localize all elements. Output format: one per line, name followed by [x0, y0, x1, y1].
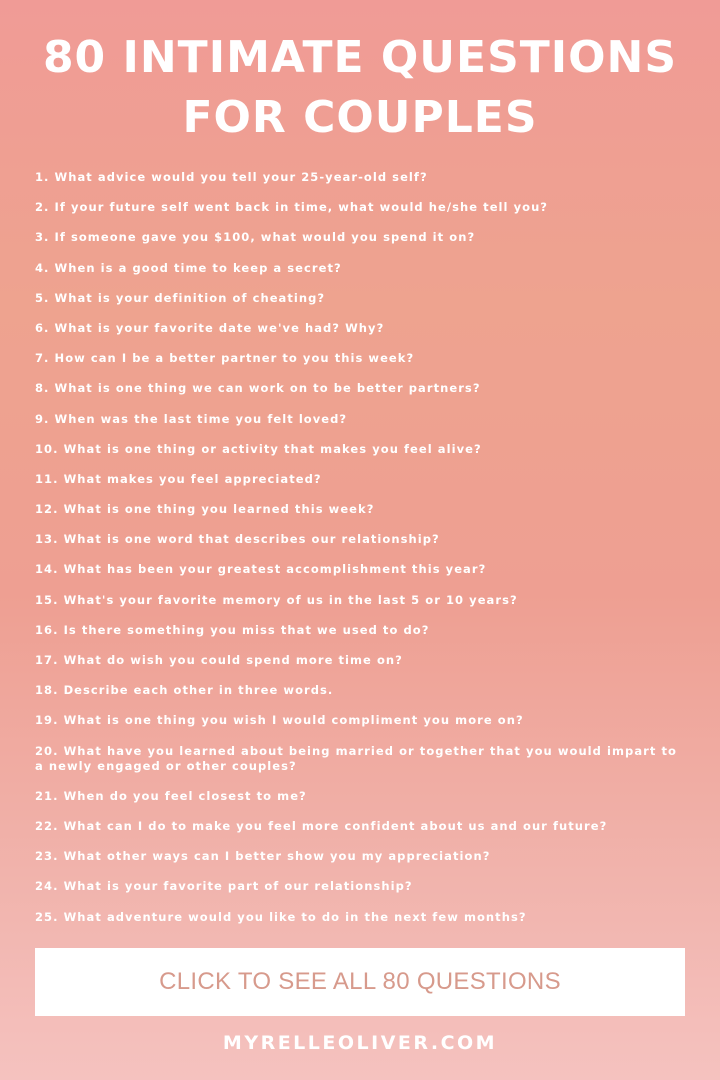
list-item: 7. How can I be a better partner to you this week?: [35, 351, 415, 366]
list-item: 15. What's your favorite memory of us in the last 5 or 10 years?: [35, 592, 518, 607]
list-item: 9. When was the last time you felt loved?: [35, 411, 348, 426]
list-item: 12. What is one thing you learned this week?: [35, 502, 375, 517]
title-line-1: 80 INTIMATE QUESTIONS: [42, 32, 678, 83]
list-item: 23. What other ways can I better show you my appreciation?: [35, 849, 491, 864]
list-item: 4. When is a good time to keep a secret?: [35, 260, 342, 275]
list-item: 6. What is your favorite date we've had? Why?: [35, 320, 385, 335]
list-item: 14. What has been your greatest accomplishment this year?: [35, 562, 487, 577]
see-all-questions-label: CLICK TO SEE ALL 80 QUESTIONS: [159, 968, 561, 995]
list-item: 3. If someone gave you $100, what would you spend it on?: [35, 230, 476, 245]
list-item: 10. What is one thing or activity that makes you feel alive?: [35, 441, 482, 456]
site-name: MYRELLEOLIVER.COM: [222, 1032, 498, 1054]
list-item: 20. What have you learned about being married or together that you would impart to a newly engaged or other couples?: [35, 743, 677, 773]
list-item: 17. What do wish you could spend more time on?: [35, 653, 403, 667]
list-item: 5. What is your definition of cheating?: [35, 290, 326, 305]
list-item: 8. What is one thing we can work on to be better partners?: [35, 381, 481, 396]
list-item: 18. Describe each other in three words.: [35, 683, 334, 698]
list-item: 25. What adventure would you like to do in the next few months?: [35, 909, 527, 924]
page-title: [0, 28, 720, 148]
list-item: 11. What makes you feel appreciated?: [35, 471, 322, 486]
list-item: 21. When do you feel closest to me?: [35, 788, 307, 803]
list-item: 19. What is one thing you wish I would compliment you more on?: [35, 713, 524, 728]
see-all-questions-button[interactable]: [35, 948, 685, 1016]
question-list: [35, 170, 695, 940]
list-item: 2. If your future self went back in time, what would he/she tell you?: [35, 200, 549, 215]
list-item: 24. What is your favorite part of our relationship?: [35, 879, 413, 894]
list-item: 22. What can I do to make you feel more confident about us and our future?: [35, 818, 608, 833]
title-line-2: FOR COUPLES: [182, 92, 538, 143]
list-item: 16. Is there something you miss that we used to do?: [35, 622, 430, 637]
list-item: 1. What advice would you tell your 25-year-old self?: [35, 170, 428, 184]
list-item: 13. What is one word that describes our relationship?: [35, 532, 440, 547]
